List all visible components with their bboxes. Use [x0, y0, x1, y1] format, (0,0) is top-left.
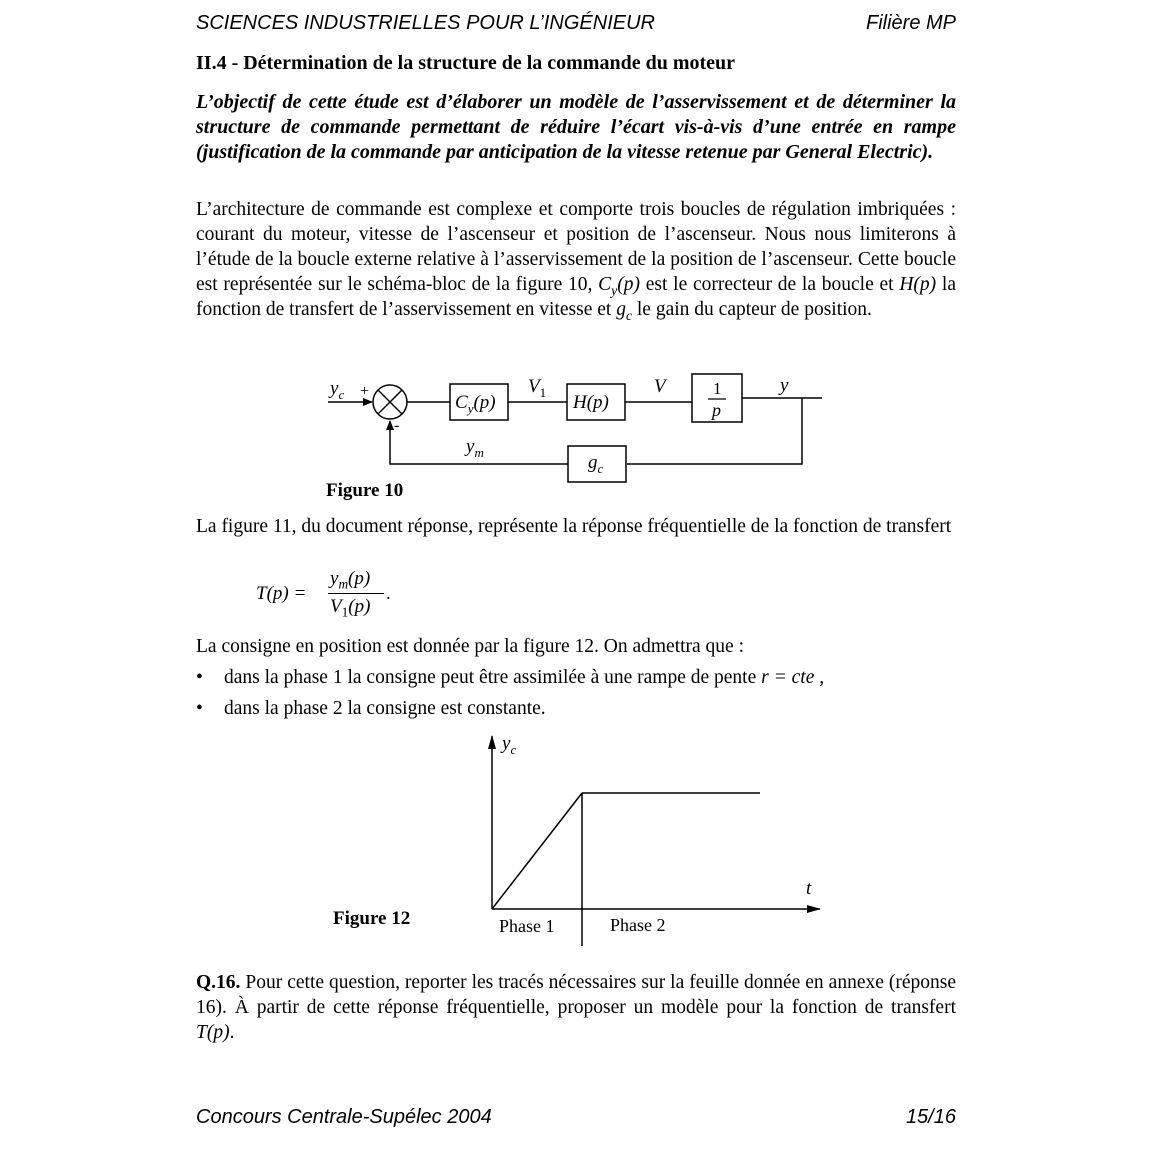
- para1-gc: $g_c$: [616, 299, 633, 323]
- footer-right: 15/16: [905, 1106, 956, 1128]
- question-16: Q.16. Pour cette question, reporter les tracés nécessaires sur la feuille donnée en annexe (réponse 16). À partir de cette réponse fréquentielle, proposer un modèle pour la fonction de transfert T(p).: [196, 972, 956, 1043]
- header-right: Filière MP: [865, 12, 956, 34]
- phase-2-label: Phase 2: [610, 915, 666, 935]
- bullet-phase-1: • dans la phase 1 la consigne peut être assimilée à une rampe de pente r = cte ,: [196, 667, 825, 688]
- para1-text-d: le gain du capteur de position.: [632, 299, 872, 320]
- figure-10-caption: Figure 10: [326, 480, 404, 501]
- feedback-label: $y_m$: [466, 436, 484, 460]
- phase-1-label: Phase 1: [499, 916, 555, 936]
- para1-cy: $C_y(p)$: [598, 274, 640, 298]
- question-label: Q.16.: [196, 972, 241, 993]
- para1-text-c: la fonction de transfert de l’asservissement en vitesse et: [196, 274, 957, 320]
- summing-junction: [373, 385, 407, 419]
- output-label: y: [780, 375, 789, 396]
- speed-loop-label: H(p): [573, 392, 609, 413]
- figure-10-block-diagram: [310, 372, 840, 492]
- integrator-denominator: p: [712, 400, 721, 420]
- equation-numerator: $y_m(p)$: [330, 568, 371, 592]
- footer-left: Concours Centrale-Supélec 2004: [196, 1106, 492, 1128]
- para1-text-a: L’architecture de commande est complexe et comporte trois boucles de régulation imbriquées : courant du moteur, vitesse de l’ascenseur et position de l’ascenseur. Nous nous limiterons à l’étude de la boucle externe relative à l’asservissement de la position de l’ascenseur. Cette boucle est représentée sur le schéma-bloc de la figure 10,: [196, 199, 956, 295]
- para1-hp: H(p): [899, 274, 937, 295]
- paragraph-setpoint: La consigne en position est donnée par la figure 12. On admettra que :: [196, 636, 744, 657]
- y-axis-label: $y_c$: [502, 733, 517, 757]
- equation-lhs: T(p) =: [256, 583, 307, 604]
- x-axis-label: t: [806, 878, 812, 899]
- para1-text-b: est le correcteur de la boucle et: [639, 274, 900, 295]
- header-left: SCIENCES INDUSTRIELLES POUR L’INGÉNIEUR: [196, 12, 655, 34]
- paragraph-architecture: [196, 197, 956, 322]
- equation-denominator: $V_1(p)$: [330, 596, 371, 620]
- figure-12-caption: Figure 12: [333, 908, 411, 929]
- corrector-label: $C_y(p)$: [455, 392, 496, 416]
- signal-v-label: V: [654, 376, 666, 397]
- fraction-bar: [328, 593, 384, 594]
- paragraph-frequency-response: La figure 11, du document réponse, représente la réponse fréquentielle de la fonction de transfert: [196, 516, 952, 537]
- objective-paragraph: L’objectif de cette étude est d’élaborer un modèle de l’asservissement et de déterminer la structure de commande permettant de réduire l’écart vis-à-vis d’une entrée en rampe (justification de la commande par anticipation de la vitesse retenue par General Electric).: [196, 91, 956, 163]
- bullet-phase-2: • dans la phase 2 la consigne est constante.: [196, 698, 546, 719]
- minus-sign: -: [394, 417, 400, 434]
- input-label: $y_c$: [330, 378, 345, 402]
- integrator-numerator: 1: [713, 379, 722, 398]
- figure-12-setpoint-chart: [470, 728, 840, 958]
- transfer-function-equation: [256, 568, 456, 620]
- signal-v1-label: $V_1$: [528, 376, 547, 400]
- section-title: II.4 - Détermination de la structure de la commande du moteur: [196, 52, 736, 74]
- sensor-label: $g_c$: [588, 452, 604, 476]
- ramp-segment: [492, 793, 582, 909]
- equation-end: .: [386, 583, 391, 604]
- plus-sign: +: [360, 383, 370, 400]
